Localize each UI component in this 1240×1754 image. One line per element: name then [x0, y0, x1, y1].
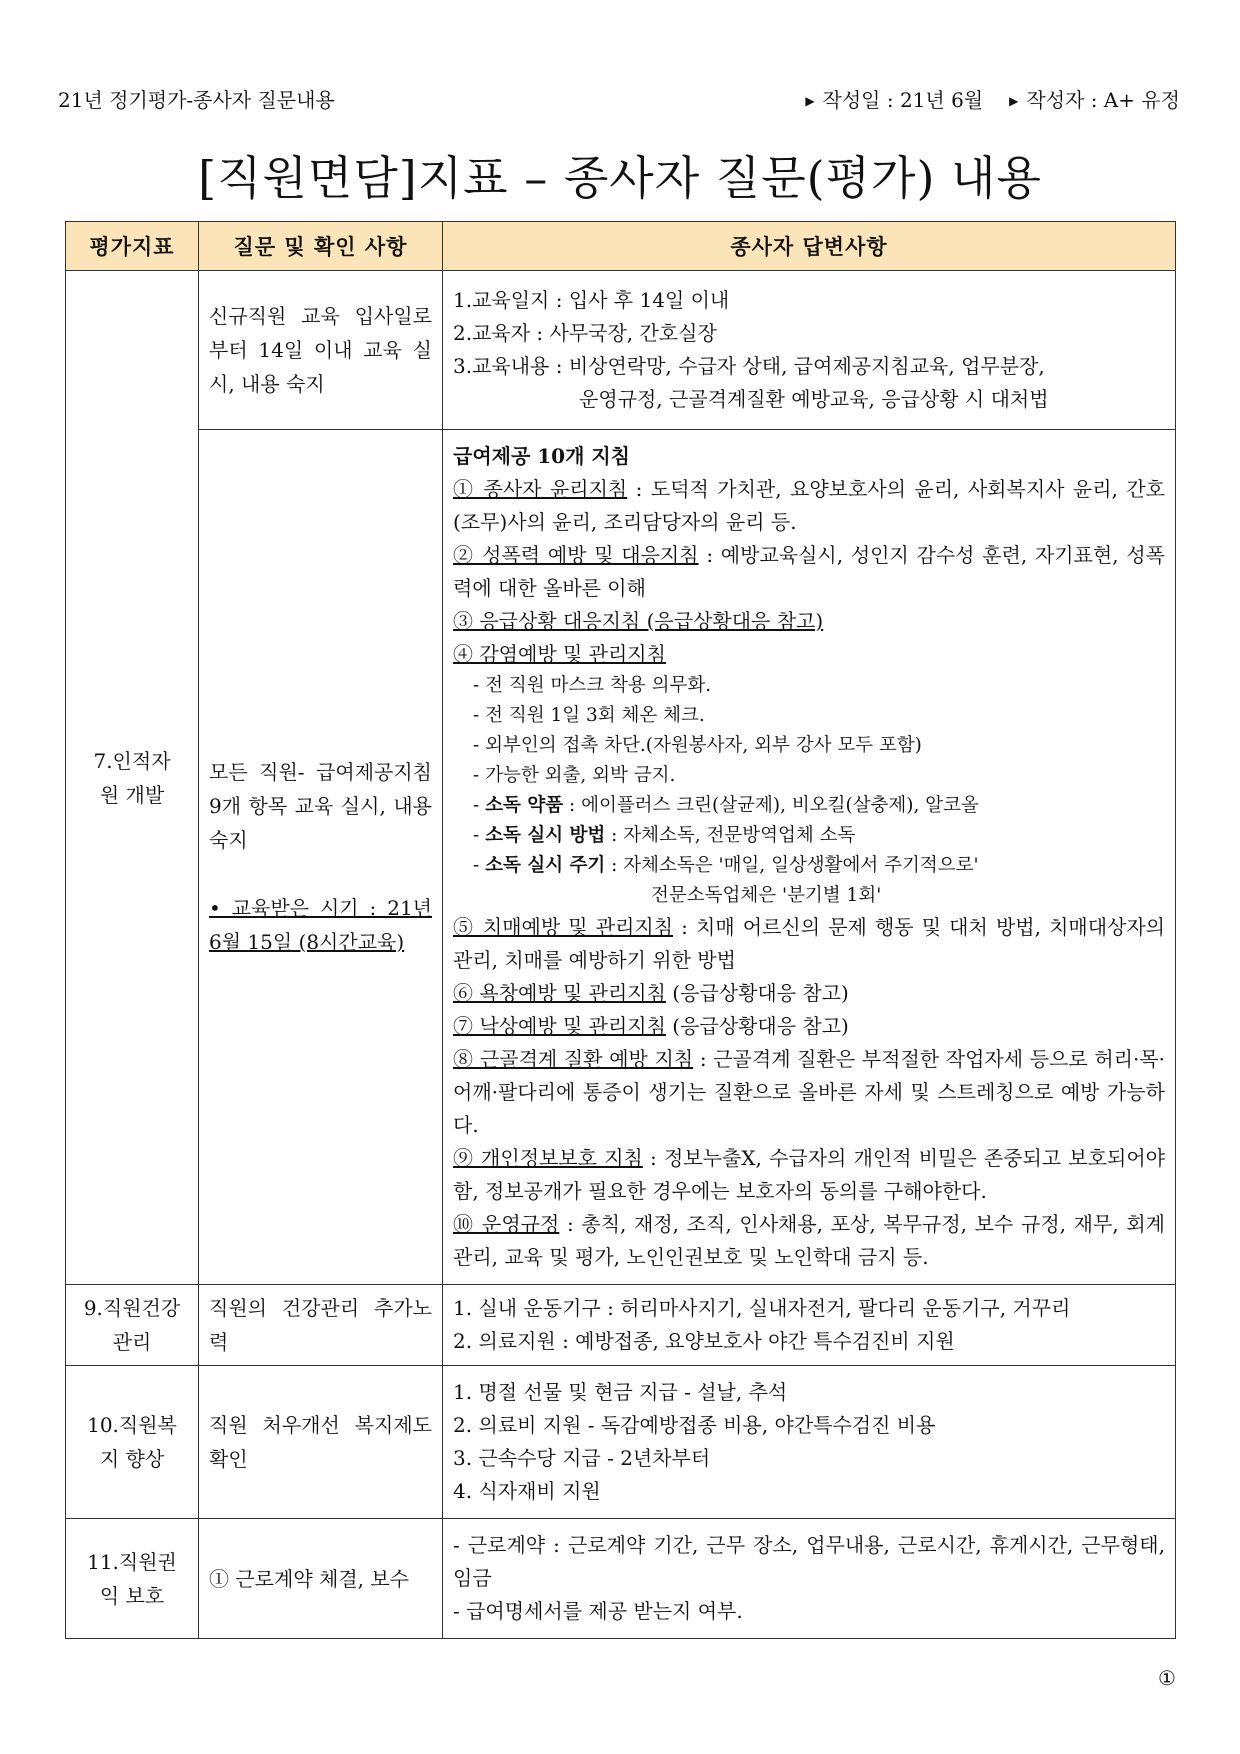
training-date-bullet: • 교육받은 시기 : 21년 6월 15일 (8시간교육) — [209, 896, 432, 954]
indicator-hr-development: 7.인적자원 개발 — [66, 271, 199, 1285]
table-row — [66, 1366, 1176, 1519]
guideline-3: ③ 응급상황 대응지침 (응급상황대응 참고) — [453, 609, 824, 633]
list-item: - 소독 약품 : 에이플러스 크린(살균제), 비오킬(살충제), 알코올 — [473, 795, 979, 816]
list-item: - 가능한 외출, 외박 금지. — [473, 765, 676, 786]
guideline-10: ⑩ 운영규정 : 총칙, 재정, 조직, 인사채용, 포상, 복무규정, 보수 규정, 재무, 회계 관리, 교육 및 평가, 노인인권보호 및 노인학대 금지 등. — [453, 1212, 1165, 1269]
table-row — [66, 271, 1176, 430]
triangle-bullet-icon: ▶ — [805, 94, 815, 108]
table-row — [66, 1519, 1176, 1639]
answer-staff-rights: - 근로계약 : 근로계약 기간, 근무 장소, 업무내용, 근로시간, 휴게시간, 근무형태, 임금 - 급여명세서를 제공 받는지 여부. — [443, 1519, 1176, 1639]
guideline-5: ⑤ 치매예방 및 관리지침 : 치매 어르신의 문제 행동 및 대처 방법, 치매대상자의 관리, 치매를 예방하기 위한 방법 — [453, 915, 1165, 972]
document-meta — [805, 84, 1180, 113]
question-staff-rights: ① 근로계약 체결, 보수 — [199, 1519, 443, 1639]
triangle-bullet-icon: ▶ — [1009, 94, 1019, 108]
list-item: - 외부인의 접촉 차단.(자원봉사자, 외부 강사 모두 포함) — [473, 735, 922, 756]
question-guidelines-training: 모든 직원- 급여제공지침 9개 항목 교육 실시, 내용숙지 • 교육받은 시기 : 21년 6월 15일 (8시간교육) — [199, 430, 443, 1285]
list-item: - 소독 실시 주기 : 자체소독은 '매일, 일상생활에서 주기적으로' — [473, 855, 979, 876]
header-question: 질문 및 확인 사항 — [199, 222, 443, 271]
question-new-staff-training: 신규직원 교육 입사일로부터 14일 이내 교육 실시, 내용 숙지 — [199, 271, 443, 430]
guideline-8: ⑧ 근골격계 질환 예방 지침 : 근골격계 질환은 부적절한 작업자세 등으로 허리·목·어깨·팔다리에 통증이 생기는 질환으로 올바른 자세 및 스트레칭으로 예방 가능하다. — [453, 1047, 1165, 1137]
guideline-7: ⑦ 낙상예방 및 관리지침 (응급상황대응 참고) — [453, 1014, 849, 1038]
guideline-1: ① 종사자 윤리지침 : 도덕적 가치관, 요양보호사의 윤리, 사회복지사 윤리, 간호(조무)사의 윤리, 조리담당자의 윤리 등. — [453, 477, 1165, 534]
indicator-staff-rights: 11.직원권익 보호 — [66, 1519, 199, 1639]
answer-new-staff-training: 1.교육일지 : 입사 후 14일 이내 2.교육자 : 사무국장, 간호실장 3.교육내용 : 비상연락망, 수급자 상태, 급여제공지침교육, 업무분장, 운영규정, 근골격계질환 예방교육, 응급상황 시 대처법 — [443, 271, 1176, 430]
question-staff-health: 직원의 건강관리 추가노력 — [199, 1285, 443, 1366]
indicator-staff-welfare: 10.직원복지 향상 — [66, 1366, 199, 1519]
answer-staff-health: 1. 실내 운동기구 : 허리마사지기, 실내자전거, 팔다리 운동기구, 거꾸리 2. 의료지원 : 예방접종, 요양보호사 야간 특수검진비 지원 — [443, 1285, 1176, 1366]
table-header-row — [66, 222, 1176, 271]
document-header-title: 21년 정기평가-종사자 질문내용 — [58, 88, 335, 112]
header-answer: 종사자 답변사항 — [443, 222, 1176, 271]
guideline-6: ⑥ 욕창예방 및 관리지침 (응급상황대응 참고) — [453, 981, 849, 1005]
author-meta: ▶ 작성자 : A+ 유정 — [1009, 88, 1180, 112]
indicator-staff-health: 9.직원건강 관리 — [66, 1285, 199, 1366]
list-item: 전문소독업체은 '분기별 1회' — [651, 885, 882, 906]
header-indicator: 평가지표 — [66, 222, 199, 271]
table-row — [66, 430, 1176, 1285]
page-number: ① — [1158, 1666, 1176, 1690]
list-item: - 전 직원 1일 3회 체온 체크. — [473, 705, 705, 726]
answer-guidelines: 급여제공 10개 지침 ① 종사자 윤리지침 : 도덕적 가치관, 요양보호사의 윤리, 사회복지사 윤리, 간호(조무)사의 윤리, 조리담당자의 윤리 등. ② 성폭력 예방 및 대응지침 : 예방교육실시, 성인지 감수성 훈련, 자기표현, 성폭력에 대한 올바른 이해 ③ 응급상황 대응지침 (응급상황대응 참고) ④ 감염예방 및 관리지침 - 전 직원 마스크 착용 의무화. - 전 직원 1일 3회 체온 체크. - 외부인의 접촉 차단.(자원봉사자, 외부 강사 모두 포함) - 가능한 외출, 외박 금지. - 소독 약품 : 에이플러스 크린(살균제), 비오킬(살충제), 알코올 - 소독 실시 방법 : 자체소독, 전문방역업체 소독 - 소독 실시 주기 : 자체소독은 '매일, 일상생활에서 주기적으로' 전문소독업체은 '분기별 1회' ⑤ 치매예방 및 관리지침 : 치매 어르신의 문제 행동 및 대처 방법, 치매대상자의 관리, 치매를 예방하기 위한 방법 ⑥ 욕창예방 및 관리지침 (응급상황대응 참고) ⑦ 낙상예방 및 관리지침 (응급상황대응 참고) ⑧ 근골격계 질환 예방 지침 : 근골격계 질환은 부적절한 작업자세 등으로 허리·목·어깨·팔다리에 통증이 생기는 질환으로 올바른 자세 및 스트레칭으로 예방 가능하다. ⑨ 개인정보보호 지침 : 정보누출X, 수급자의 개인적 비밀은 존중되고 보호되어야함, 정보공개가 필요한 경우에는 보호자의 동의를 구해야한다. ⑩ 운영규정 : 총칙, 재정, 조직, 인사채용, 포상, 복무규정, 보수 규정, 재무, 회계 관리, 교육 및 평가, 노인인권보호 및 노인학대 금지 등. — [443, 430, 1176, 1285]
table-row — [66, 1285, 1176, 1366]
answer-staff-welfare: 1. 명절 선물 및 현금 지급 - 설날, 추석 2. 의료비 지원 - 독감예방접종 비용, 야간특수검진 비용 3. 근속수당 지급 - 2년차부터 4. 식자재비 지원 — [443, 1366, 1176, 1519]
date-meta: ▶ 작성일 : 21년 6월 — [805, 88, 984, 112]
list-item: - 전 직원 마스크 착용 의무화. — [473, 675, 712, 696]
guideline-4: ④ 감염예방 및 관리지침 — [453, 642, 666, 666]
list-item: - 소독 실시 방법 : 자체소독, 전문방역업체 소독 — [473, 825, 856, 846]
guideline-9: ⑨ 개인정보보호 지침 : 정보누출X, 수급자의 개인적 비밀은 존중되고 보호되어야함, 정보공개가 필요한 경우에는 보호자의 동의를 구해야한다. — [453, 1146, 1166, 1203]
question-staff-welfare: 직원 처우개선 복지제도 확인 — [199, 1366, 443, 1519]
guideline-2: ② 성폭력 예방 및 대응지침 : 예방교육실시, 성인지 감수성 훈련, 자기표현, 성폭력에 대한 올바른 이해 — [453, 543, 1165, 600]
page-title: [직원면담]지표 – 종사자 질문(평가) 내용 — [198, 151, 1042, 205]
evaluation-table — [65, 221, 1176, 1639]
